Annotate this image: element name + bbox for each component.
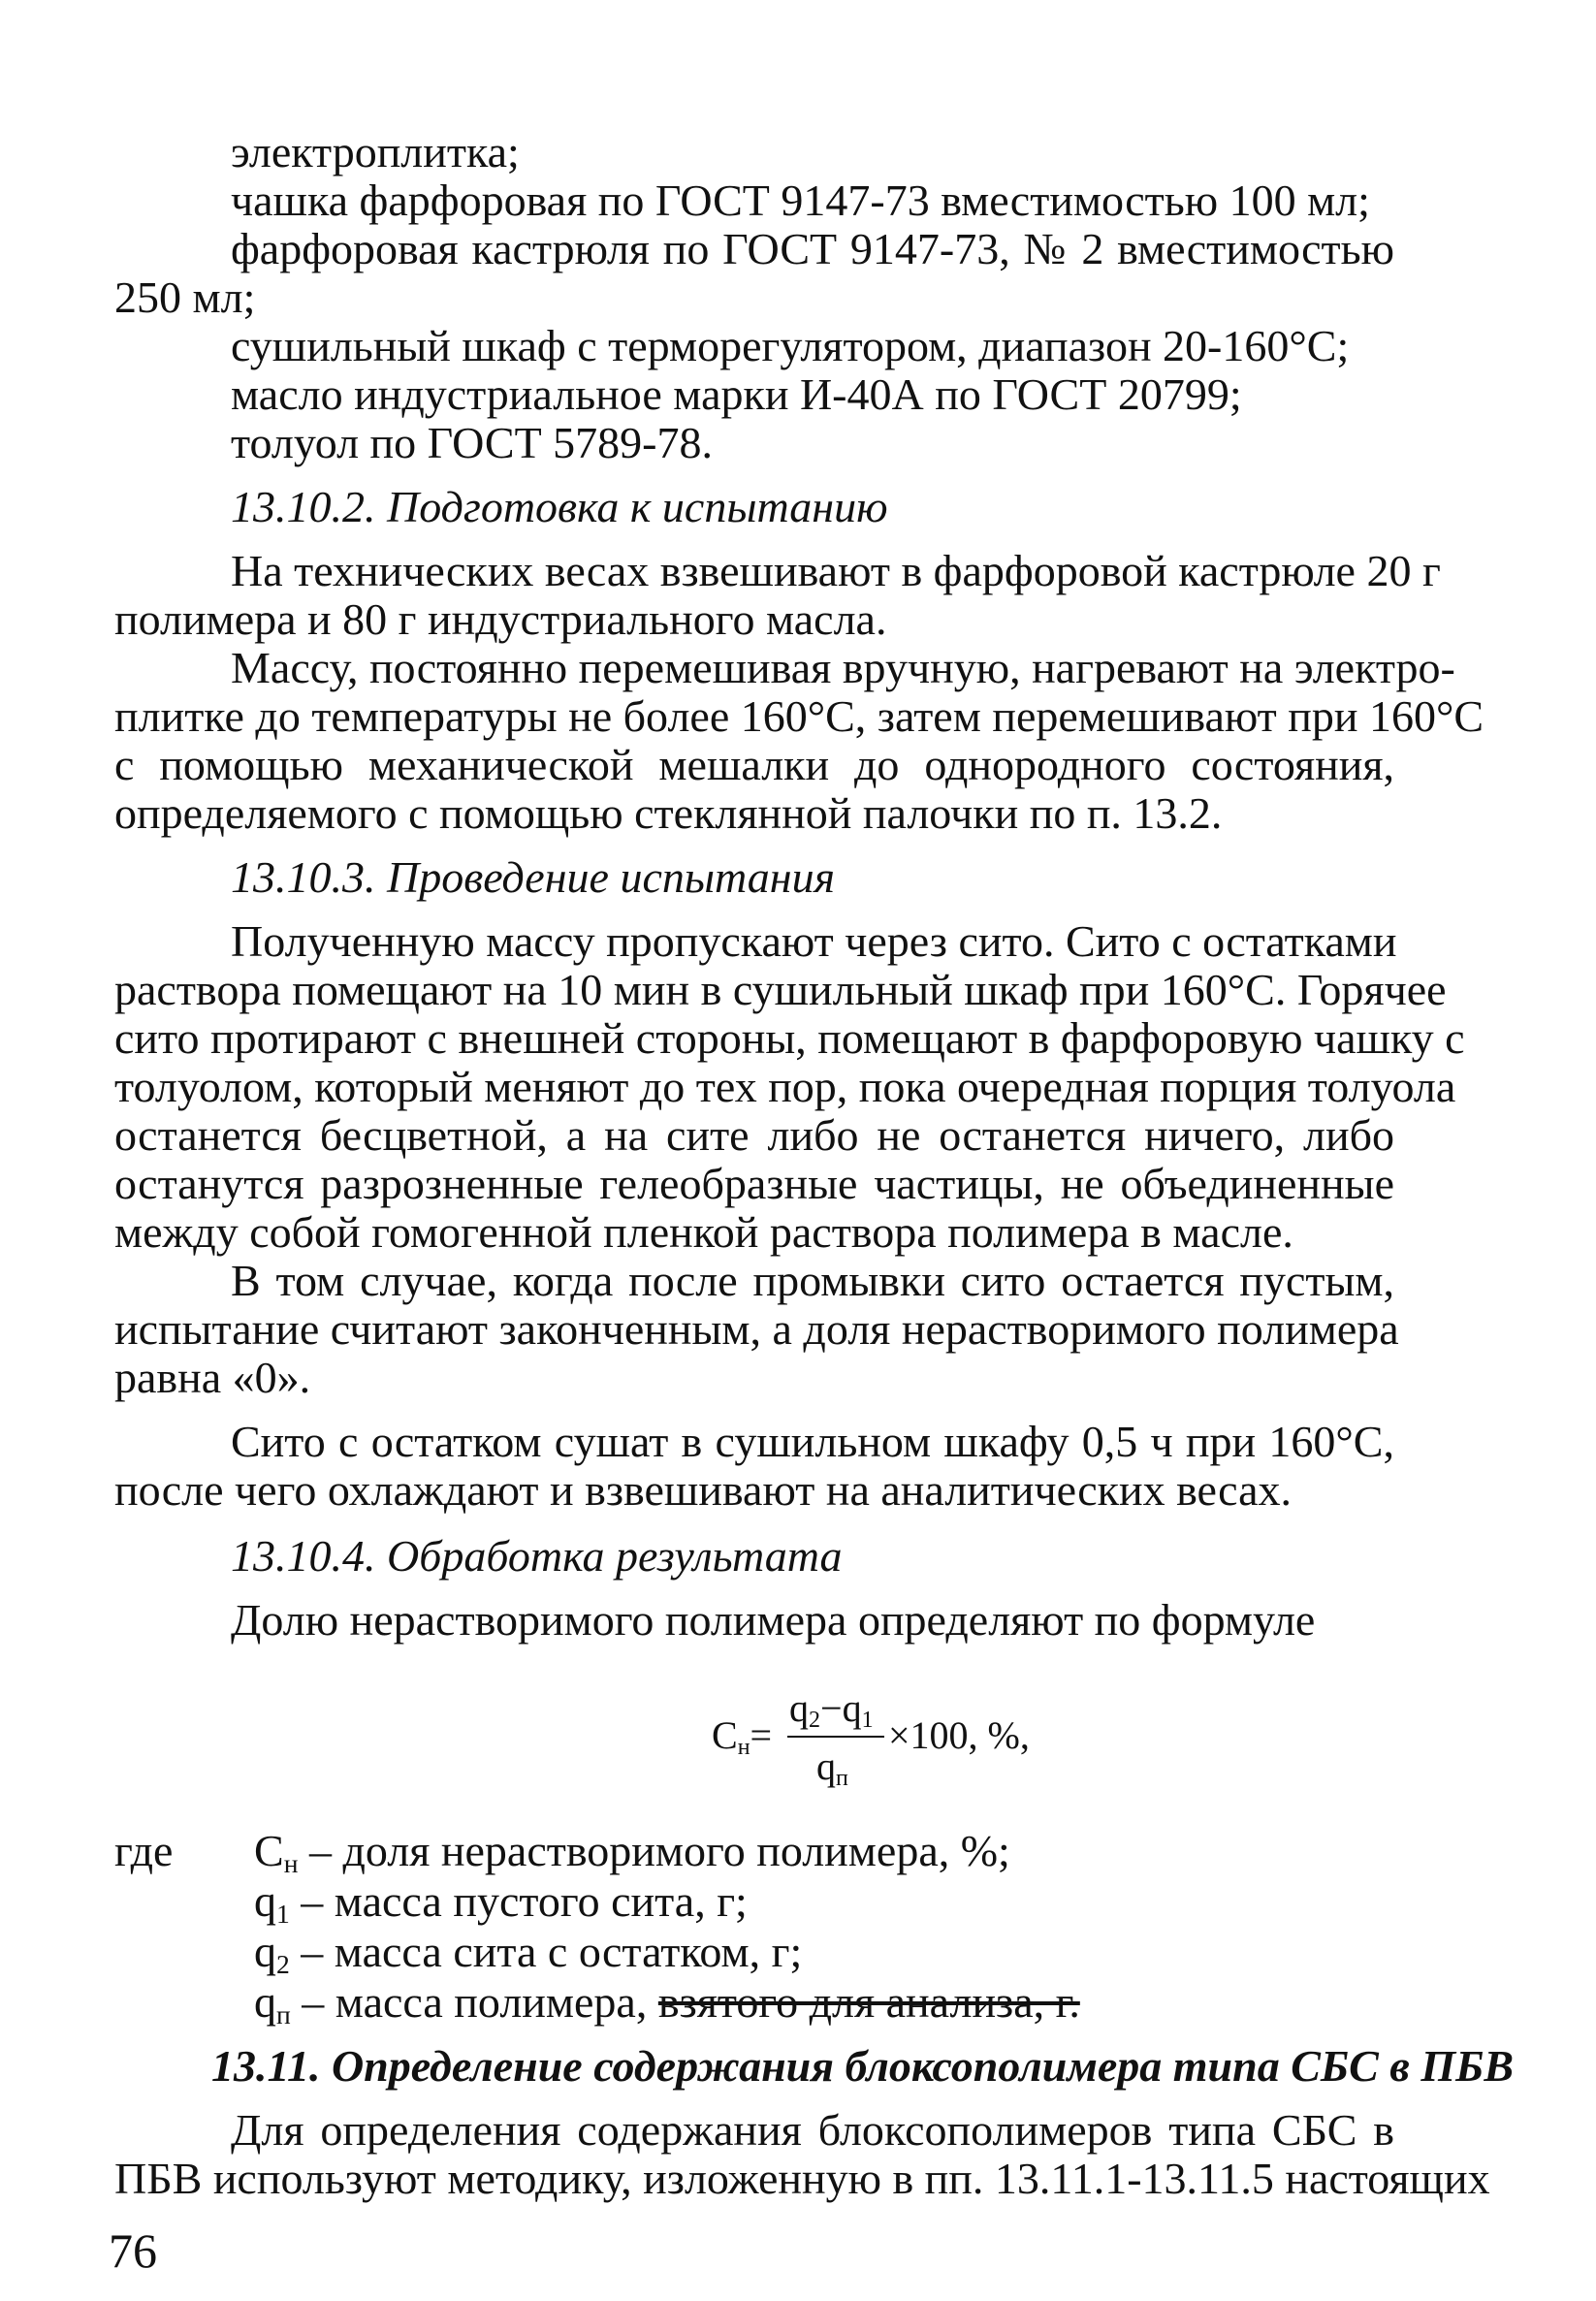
definition-line: $q_2$ – масса сита с остатком, г; bbox=[254, 1927, 803, 1979]
paragraph-line: останутся разрозненные гелеобразные частицы, не объединенные bbox=[114, 1159, 1394, 1208]
list-item: электроплитка; bbox=[231, 127, 520, 176]
where-label: где bbox=[114, 1826, 174, 1875]
paragraph-line: Полученную массу пропускают через сито. Сито с остатками bbox=[231, 916, 1397, 966]
definition-line: $q_п$ – масса полимера, взятого для анализа, г. bbox=[254, 1977, 1080, 2029]
section-heading: 13.11. Определение содержания блоксополимера типа СБС в ПБВ bbox=[211, 2041, 1515, 2091]
paragraph-line: Долю нерастворимого полимера определяют по формуле bbox=[231, 1595, 1316, 1645]
list-item: фарфоровая кастрюля по ГОСТ 9147-73, № 2 вместимостью bbox=[231, 224, 1394, 273]
paragraph-line: с помощью механической мешалки до однородного состояния, bbox=[114, 740, 1394, 789]
page-number: 76 bbox=[109, 2223, 157, 2278]
section-heading: 13.10.3. Проведение испытания bbox=[231, 852, 835, 902]
fraction-bar bbox=[787, 1736, 884, 1738]
paragraph-line: полимера и 80 г индустриального масла. bbox=[114, 594, 887, 644]
list-item: чашка фарфоровая по ГОСТ 9147-73 вместимостью 100 мл; bbox=[231, 176, 1370, 225]
paragraph-line: определяемого с помощью стеклянной палочки по п. 13.2. bbox=[114, 788, 1223, 838]
paragraph-line: Массу, постоянно перемешивая вручную, нагревают на электро- bbox=[231, 643, 1455, 692]
paragraph-line: равна «0». bbox=[114, 1353, 311, 1402]
paragraph-line: раствора помещают на 10 мин в сушильный шкаф при 160°С. Горячее bbox=[114, 965, 1447, 1014]
paragraph-line: между собой гомогенной пленкой раствора полимера в масле. bbox=[114, 1207, 1293, 1257]
formula bbox=[712, 1685, 1030, 1811]
paragraph-line: ПБВ используют методику, изложенную в пп. 13.11.1-13.11.5 настоящих bbox=[114, 2154, 1490, 2203]
paragraph-line: испытание считают законченным, а доля нерастворимого полимера bbox=[114, 1304, 1399, 1354]
formula-multiplier: ×100, %, bbox=[888, 1713, 1030, 1757]
formula-lhs: $С_н=$ bbox=[712, 1713, 773, 1760]
list-item: масло индустриальное марки И-40А по ГОСТ 20799; bbox=[231, 369, 1242, 419]
list-item: сушильный шкаф с терморегулятором, диапазон 20-160°С; bbox=[231, 321, 1350, 370]
paragraph-line: после чего охлаждают и взвешивают на аналитических весах. bbox=[114, 1465, 1292, 1515]
definition-line: $С_н$ – доля нерастворимого полимера, %; bbox=[254, 1826, 1010, 1878]
paragraph-line: В том случае, когда после промывки сито остается пустым, bbox=[231, 1256, 1394, 1305]
formula-numerator: $q_2-q_1$ bbox=[789, 1686, 874, 1733]
paragraph-line: толуолом, который меняют до тех пор, пока очередная порция толуола bbox=[114, 1062, 1456, 1111]
list-item: толуол по ГОСТ 5789-78. bbox=[231, 418, 713, 467]
paragraph-line: Сито с остатком сушат в сушильном шкафу 0,5 ч при 160°С, bbox=[231, 1417, 1394, 1466]
section-heading: 13.10.4. Обработка результата bbox=[231, 1531, 843, 1581]
formula-denominator: $q_п$ bbox=[816, 1744, 848, 1791]
paragraph-line: останется бесцветной, а на сите либо не останется ничего, либо bbox=[114, 1110, 1394, 1160]
section-heading: 13.10.2. Подготовка к испытанию bbox=[231, 482, 888, 531]
paragraph-line: сито протирают с внешней стороны, помещают в фарфоровую чашку с bbox=[114, 1013, 1465, 1063]
paragraph-line: плитке до температуры не более 160°С, затем перемешивают при 160°С bbox=[114, 691, 1484, 741]
paragraph-line: Для определения содержания блоксополимеров типа СБС в bbox=[231, 2105, 1394, 2155]
list-item-continuation: 250 мл; bbox=[114, 272, 256, 322]
paragraph-line: На технических весах взвешивают в фарфоровой кастрюле 20 г bbox=[231, 546, 1441, 595]
definition-line: $q_1$ – масса пустого сита, г; bbox=[254, 1876, 748, 1929]
struck-text: взятого для анализа, г. bbox=[657, 1977, 1080, 2027]
